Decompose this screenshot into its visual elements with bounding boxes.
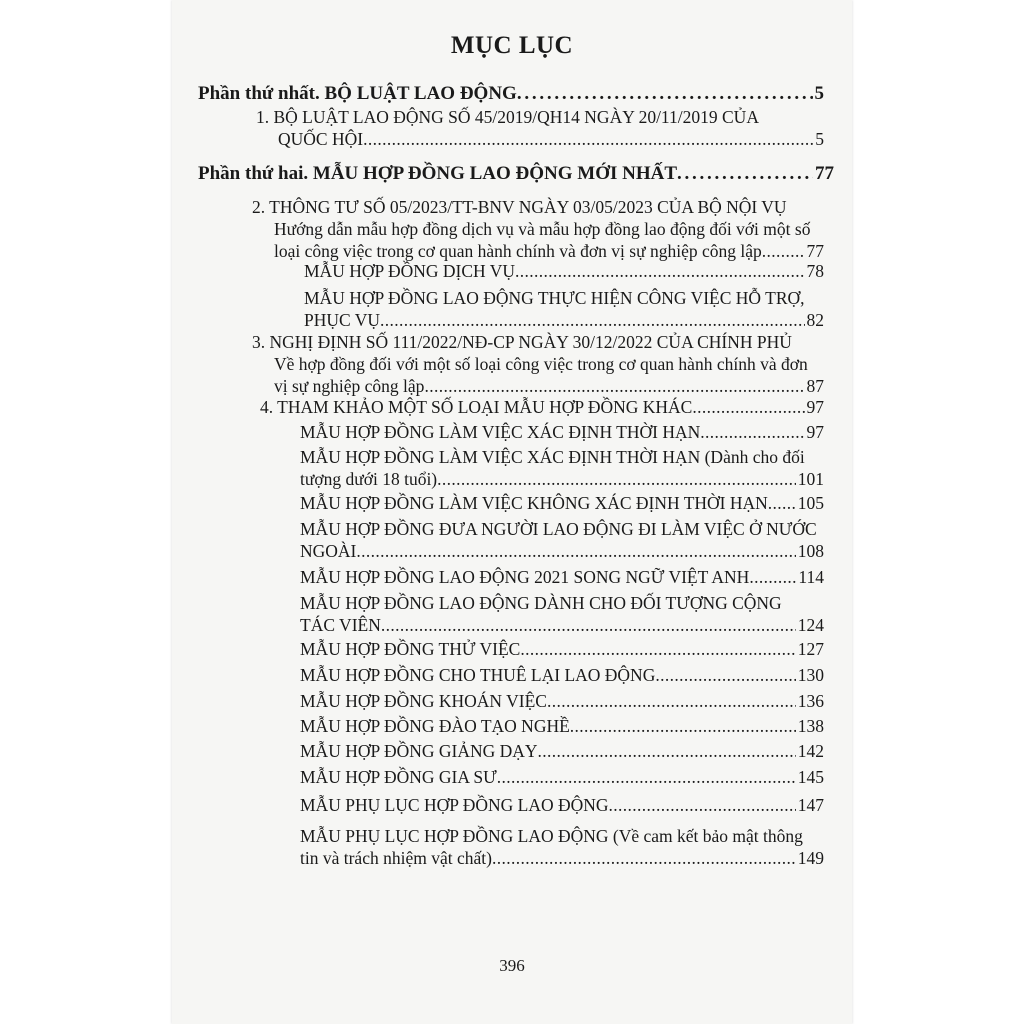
- toc-page-number: 101: [797, 469, 824, 489]
- toc-sub-label: MẪU HỢP ĐỒNG LÀM VIỆC XÁC ĐỊNH THỜI HẠN (Dành cho đối: [300, 447, 805, 467]
- toc-leader: [538, 740, 796, 762]
- toc-item-1-title: 1. BỘ LUẬT LAO ĐỘNG SỐ 45/2019/QH14 NGÀY 20/11/2019 CỦA: [256, 107, 759, 127]
- toc-leader: [762, 240, 805, 262]
- toc-sub-nuocngoai: [300, 518, 824, 562]
- toc-page-number: 136: [797, 691, 824, 711]
- toc-part-1: [198, 83, 824, 105]
- toc-part-1-label: Phần thứ nhất. BỘ LUẬT LAO ĐỘNG: [198, 83, 517, 104]
- toc-item-3-desc-cont: vị sự nghiệp công lập: [274, 376, 425, 396]
- toc-page-number: 127: [797, 639, 824, 659]
- toc-leader: [492, 847, 796, 869]
- toc-page-number: 130: [797, 665, 824, 685]
- toc-sub-label: MẪU PHỤ LỤC HỢP ĐỒNG LAO ĐỘNG (Về cam kết bảo mật thông: [300, 826, 803, 846]
- toc-page-number: 105: [797, 493, 824, 513]
- toc-page-number: 82: [806, 310, 824, 330]
- toc-page-number: 87: [806, 376, 824, 396]
- toc-sub-label: MẪU HỢP ĐỒNG DỊCH VỤ: [304, 261, 515, 281]
- toc-sub-khoan: [300, 690, 824, 712]
- toc-item-2-desc: Hướng dẫn mẫu hợp đồng dịch vụ và mẫu hợp đồng lao động đối với một số: [274, 219, 811, 239]
- left-margin: [0, 0, 172, 1024]
- toc-leader: [356, 540, 795, 562]
- toc-leader: [677, 163, 813, 185]
- toc-sub-daotao: [300, 715, 824, 737]
- toc-sub-label: MẪU HỢP ĐỒNG KHOÁN VIỆC: [300, 691, 547, 711]
- toc-page-number: 77: [806, 241, 824, 261]
- toc-part-2: [198, 163, 834, 185]
- toc-leader: [768, 492, 796, 514]
- toc-sub-label-cont: tượng dưới 18 tuổi): [300, 469, 438, 489]
- toc-leader: [515, 260, 805, 282]
- toc-sub-label: MẪU HỢP ĐỒNG THỬ VIỆC: [300, 639, 521, 659]
- toc-sub-congtac: [300, 592, 824, 636]
- toc-leader: [547, 690, 796, 712]
- toc-item-3-title: 3. NGHỊ ĐỊNH SỐ 111/2022/NĐ-CP NGÀY 30/12/2022 CỦA CHÍNH PHỦ: [252, 332, 792, 352]
- toc-leader: [380, 309, 804, 331]
- toc-sub-label: MẪU HỢP ĐỒNG GIA SƯ: [300, 767, 497, 787]
- toc-sub-xacdinh18: [300, 446, 824, 490]
- toc-leader: [655, 664, 795, 686]
- page-number: 396: [499, 956, 525, 975]
- toc-sub-label-cont: NGOÀI: [300, 541, 357, 561]
- toc-page-number: 114: [798, 567, 824, 587]
- toc-sub-xacdinh: [300, 421, 824, 443]
- toc-leader: [692, 396, 804, 418]
- toc-page-number: 78: [806, 261, 824, 281]
- toc-sub-label-cont: tin và trách nhiệm vật chất): [300, 848, 492, 868]
- toc-sub-dichvu: [304, 260, 824, 282]
- toc-leader: [749, 566, 796, 588]
- toc-page-number: 5: [815, 129, 824, 149]
- toc-sub-label: MẪU HỢP ĐỒNG LAO ĐỘNG DÀNH CHO ĐỐI TƯỢNG CỘNG: [300, 593, 782, 613]
- toc-leader: [520, 638, 795, 660]
- toc-leader: [363, 128, 813, 150]
- toc-sub-songngu: [300, 566, 824, 588]
- toc-page-number: 5: [814, 83, 824, 104]
- toc-sub-phuluc: [300, 794, 824, 816]
- toc-leader: [517, 83, 813, 105]
- toc-item-2: [252, 196, 824, 262]
- toc-sub-label-cont: TÁC VIÊN: [300, 615, 381, 635]
- toc-sub-khongxacdinh: [300, 492, 824, 514]
- toc-item-2-desc-cont: loại công việc trong cơ quan hành chính và đơn vị sự nghiệp công lập: [274, 241, 762, 261]
- toc-page-number: 124: [797, 615, 824, 635]
- right-margin: [852, 0, 1024, 1024]
- toc-sub-label: MẪU HỢP ĐỒNG LÀM VIỆC XÁC ĐỊNH THỜI HẠN: [300, 422, 701, 442]
- toc-sub-label: MẪU HỢP ĐỒNG LAO ĐỘNG THỰC HIỆN CÔNG VIỆC HỖ TRỢ,: [304, 288, 805, 308]
- toc-sub-hotro: [304, 287, 824, 331]
- toc-leader: [700, 421, 804, 443]
- toc-item-4: [260, 396, 824, 418]
- toc-page-number: 108: [797, 541, 824, 561]
- toc-sub-label: MẪU HỢP ĐỒNG LÀM VIỆC KHÔNG XÁC ĐỊNH THỜI HẠN: [300, 493, 768, 513]
- toc-leader: [437, 468, 796, 490]
- toc-page-number: 147: [797, 795, 824, 815]
- toc-leader: [609, 794, 796, 816]
- toc-page-number: 142: [797, 741, 824, 761]
- toc-page-number: 145: [797, 767, 824, 787]
- page-title: MỤC LỤC: [450, 32, 574, 59]
- toc-item-1: [256, 106, 824, 150]
- toc-page-number: 77: [815, 163, 834, 184]
- toc-sub-label: MẪU HỢP ĐỒNG ĐƯA NGƯỜI LAO ĐỘNG ĐI LÀM VIỆC Ở NƯỚC: [300, 519, 817, 539]
- toc-part-2-label: Phần thứ hai. MẪU HỢP ĐỒNG LAO ĐỘNG MỚI NHẤT: [198, 163, 678, 184]
- toc-leader: [570, 715, 796, 737]
- toc-page-number: 138: [797, 716, 824, 736]
- toc-page-number: 97: [806, 422, 824, 442]
- toc-sub-label-cont: PHỤC VỤ: [304, 310, 381, 330]
- book-page: [172, 0, 852, 1024]
- toc-leader: [381, 614, 796, 636]
- toc-item-3: [252, 331, 824, 397]
- toc-item-3-desc: Về hợp đồng đối với một số loại công việc trong cơ quan hành chính và đơn: [274, 354, 808, 374]
- toc-sub-phuluc2: [300, 825, 824, 869]
- toc-sub-label: MẪU HỢP ĐỒNG CHO THUÊ LẠI LAO ĐỘNG: [300, 665, 656, 685]
- toc-sub-chothue: [300, 664, 824, 686]
- toc-item-2-title: 2. THÔNG TƯ SỐ 05/2023/TT-BNV NGÀY 03/05/2023 CỦA BỘ NỘI VỤ: [252, 197, 787, 217]
- toc-sub-giasu: [300, 766, 824, 788]
- toc-item-4-title: 4. THAM KHẢO MỘT SỐ LOẠI MẪU HỢP ĐỒNG KHÁC: [260, 397, 693, 417]
- toc-sub-label: MẪU HỢP ĐỒNG ĐÀO TẠO NGHỀ: [300, 716, 570, 736]
- toc-leader: [424, 375, 804, 397]
- toc-sub-label: MẪU HỢP ĐỒNG LAO ĐỘNG 2021 SONG NGỮ VIỆT ANH: [300, 567, 750, 587]
- toc-item-1-title-cont: QUỐC HỘI: [278, 129, 364, 149]
- toc-leader: [497, 766, 796, 788]
- toc-page-number: 149: [797, 848, 824, 868]
- toc-sub-thuviec: [300, 638, 824, 660]
- toc-sub-label: MẪU PHỤ LỤC HỢP ĐỒNG LAO ĐỘNG: [300, 795, 609, 815]
- toc-sub-giangday: [300, 740, 824, 762]
- toc-page-number: 97: [806, 397, 824, 417]
- toc-sub-label: MẪU HỢP ĐỒNG GIẢNG DẠY: [300, 741, 538, 761]
